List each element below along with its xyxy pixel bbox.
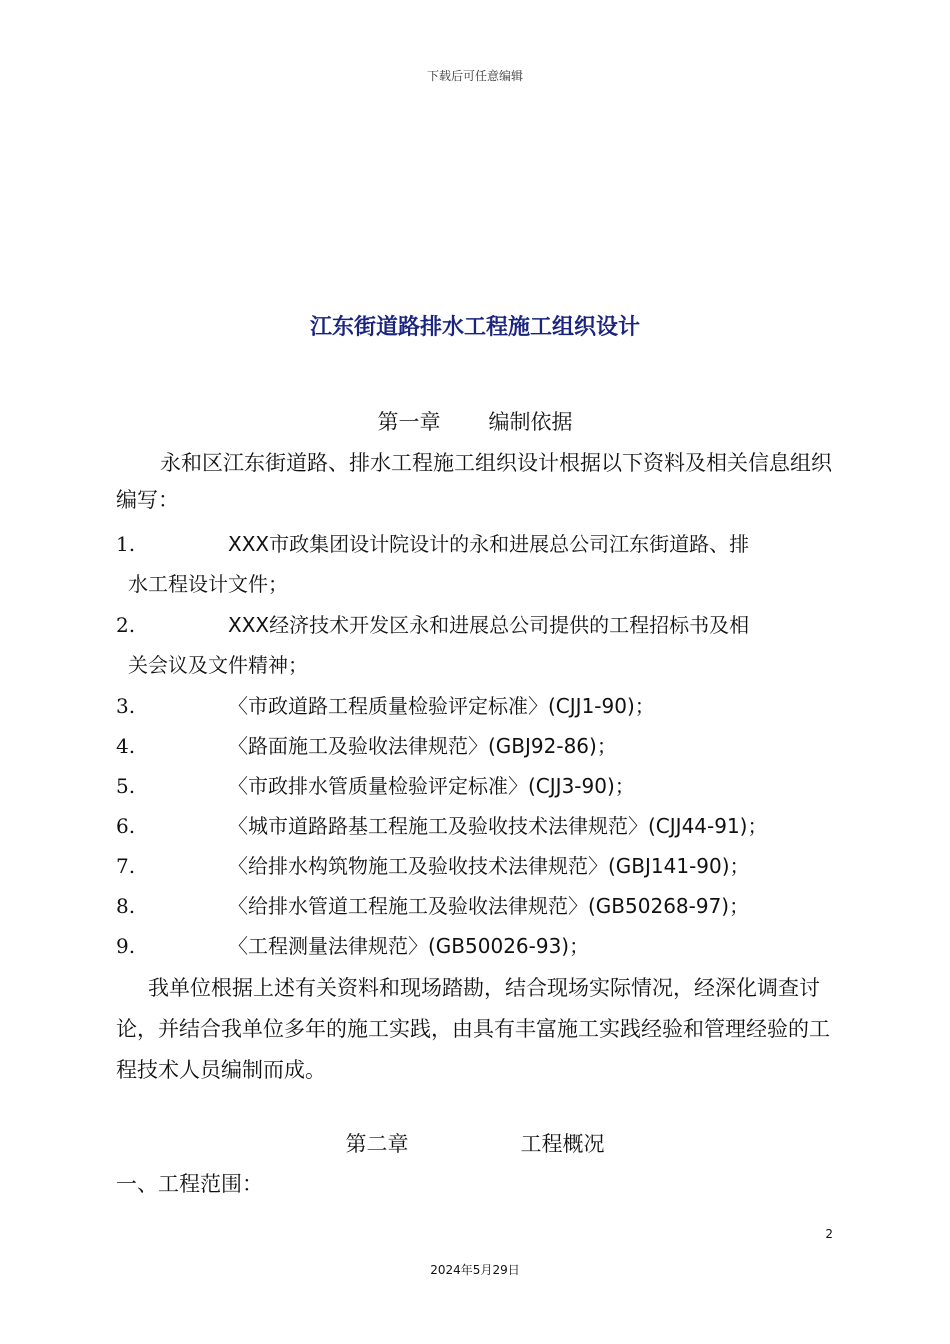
item-number: 8. [116, 894, 136, 918]
chapter-1-heading [0, 406, 950, 436]
reference-item [116, 726, 836, 766]
item-number: 7. [116, 854, 136, 878]
item-number: 2. [116, 613, 136, 637]
page-header: 下载后可任意编辑 [426, 69, 523, 83]
summary-paragraph [116, 968, 836, 1091]
item-number: 1. [116, 532, 136, 556]
page-number: 2 [825, 1227, 833, 1241]
item-number: 9. [116, 934, 136, 958]
reference-item [116, 686, 836, 726]
chapter-1-name: 编制依据 [488, 410, 573, 434]
item-text: 〈给排水管道工程施工及验收法律规范〉(GB50268-97)； [228, 894, 750, 918]
chapter-2-label: 第二章 [345, 1132, 409, 1156]
summary-text: 我单位根据上述有关资料和现场踏勘，结合现场实际情况，经深化调查讨论，并结合我单位多年的施工实践，由具有丰富施工实践经验和管理经验的工程技术人员编制而成。 [116, 976, 830, 1082]
item-number: 5. [116, 774, 136, 798]
reference-item [116, 806, 836, 846]
reference-item [116, 846, 836, 886]
item-text: 〈市政排水管质量检验评定标准〉(CJJ3-90)； [228, 774, 635, 798]
document-title: 江东街道路排水工程施工组织设计 [309, 315, 640, 340]
reference-item [116, 886, 836, 926]
item-number: 6. [116, 814, 136, 838]
reference-item [116, 766, 836, 806]
item-text: XXX经济技术开发区永和进展总公司提供的工程招标书及相 [228, 613, 750, 637]
reference-item [116, 524, 836, 604]
page-footer-date: 2024年5月29日 [430, 1263, 520, 1277]
item-text: 〈工程测量法律规范〉(GB50026-93)； [228, 934, 590, 958]
item-text: 〈市政道路工程质量检验评定标准〉(CJJ1-90)； [228, 694, 655, 718]
item-number: 3. [116, 694, 136, 718]
reference-item [116, 926, 836, 966]
chapter-2-name: 工程概况 [520, 1132, 605, 1156]
item-continuation: 水工程设计文件； [128, 572, 288, 596]
section-heading: 一、工程范围： [116, 1172, 263, 1196]
item-text: 〈城市道路路基工程施工及验收技术法律规范〉(CJJ44-91)； [228, 814, 768, 838]
item-continuation: 关会议及文件精神； [128, 653, 308, 677]
item-number: 4. [116, 734, 136, 758]
chapter-2-heading [0, 1128, 950, 1158]
item-text: 〈路面施工及验收法律规范〉(GBJ92-86)； [228, 734, 617, 758]
reference-item [116, 605, 836, 685]
item-text: XXX市政集团设计院设计的永和进展总公司江东街道路、排 [228, 532, 750, 556]
item-text: 〈给排水构筑物施工及验收技术法律规范〉(GBJ141-90)； [228, 854, 750, 878]
chapter-1-label: 第一章 [377, 410, 441, 434]
intro-paragraph [116, 445, 836, 519]
intro-text: 永和区江东街道路、排水工程施工组织设计根据以下资料及相关信息组织编写： [116, 451, 832, 512]
